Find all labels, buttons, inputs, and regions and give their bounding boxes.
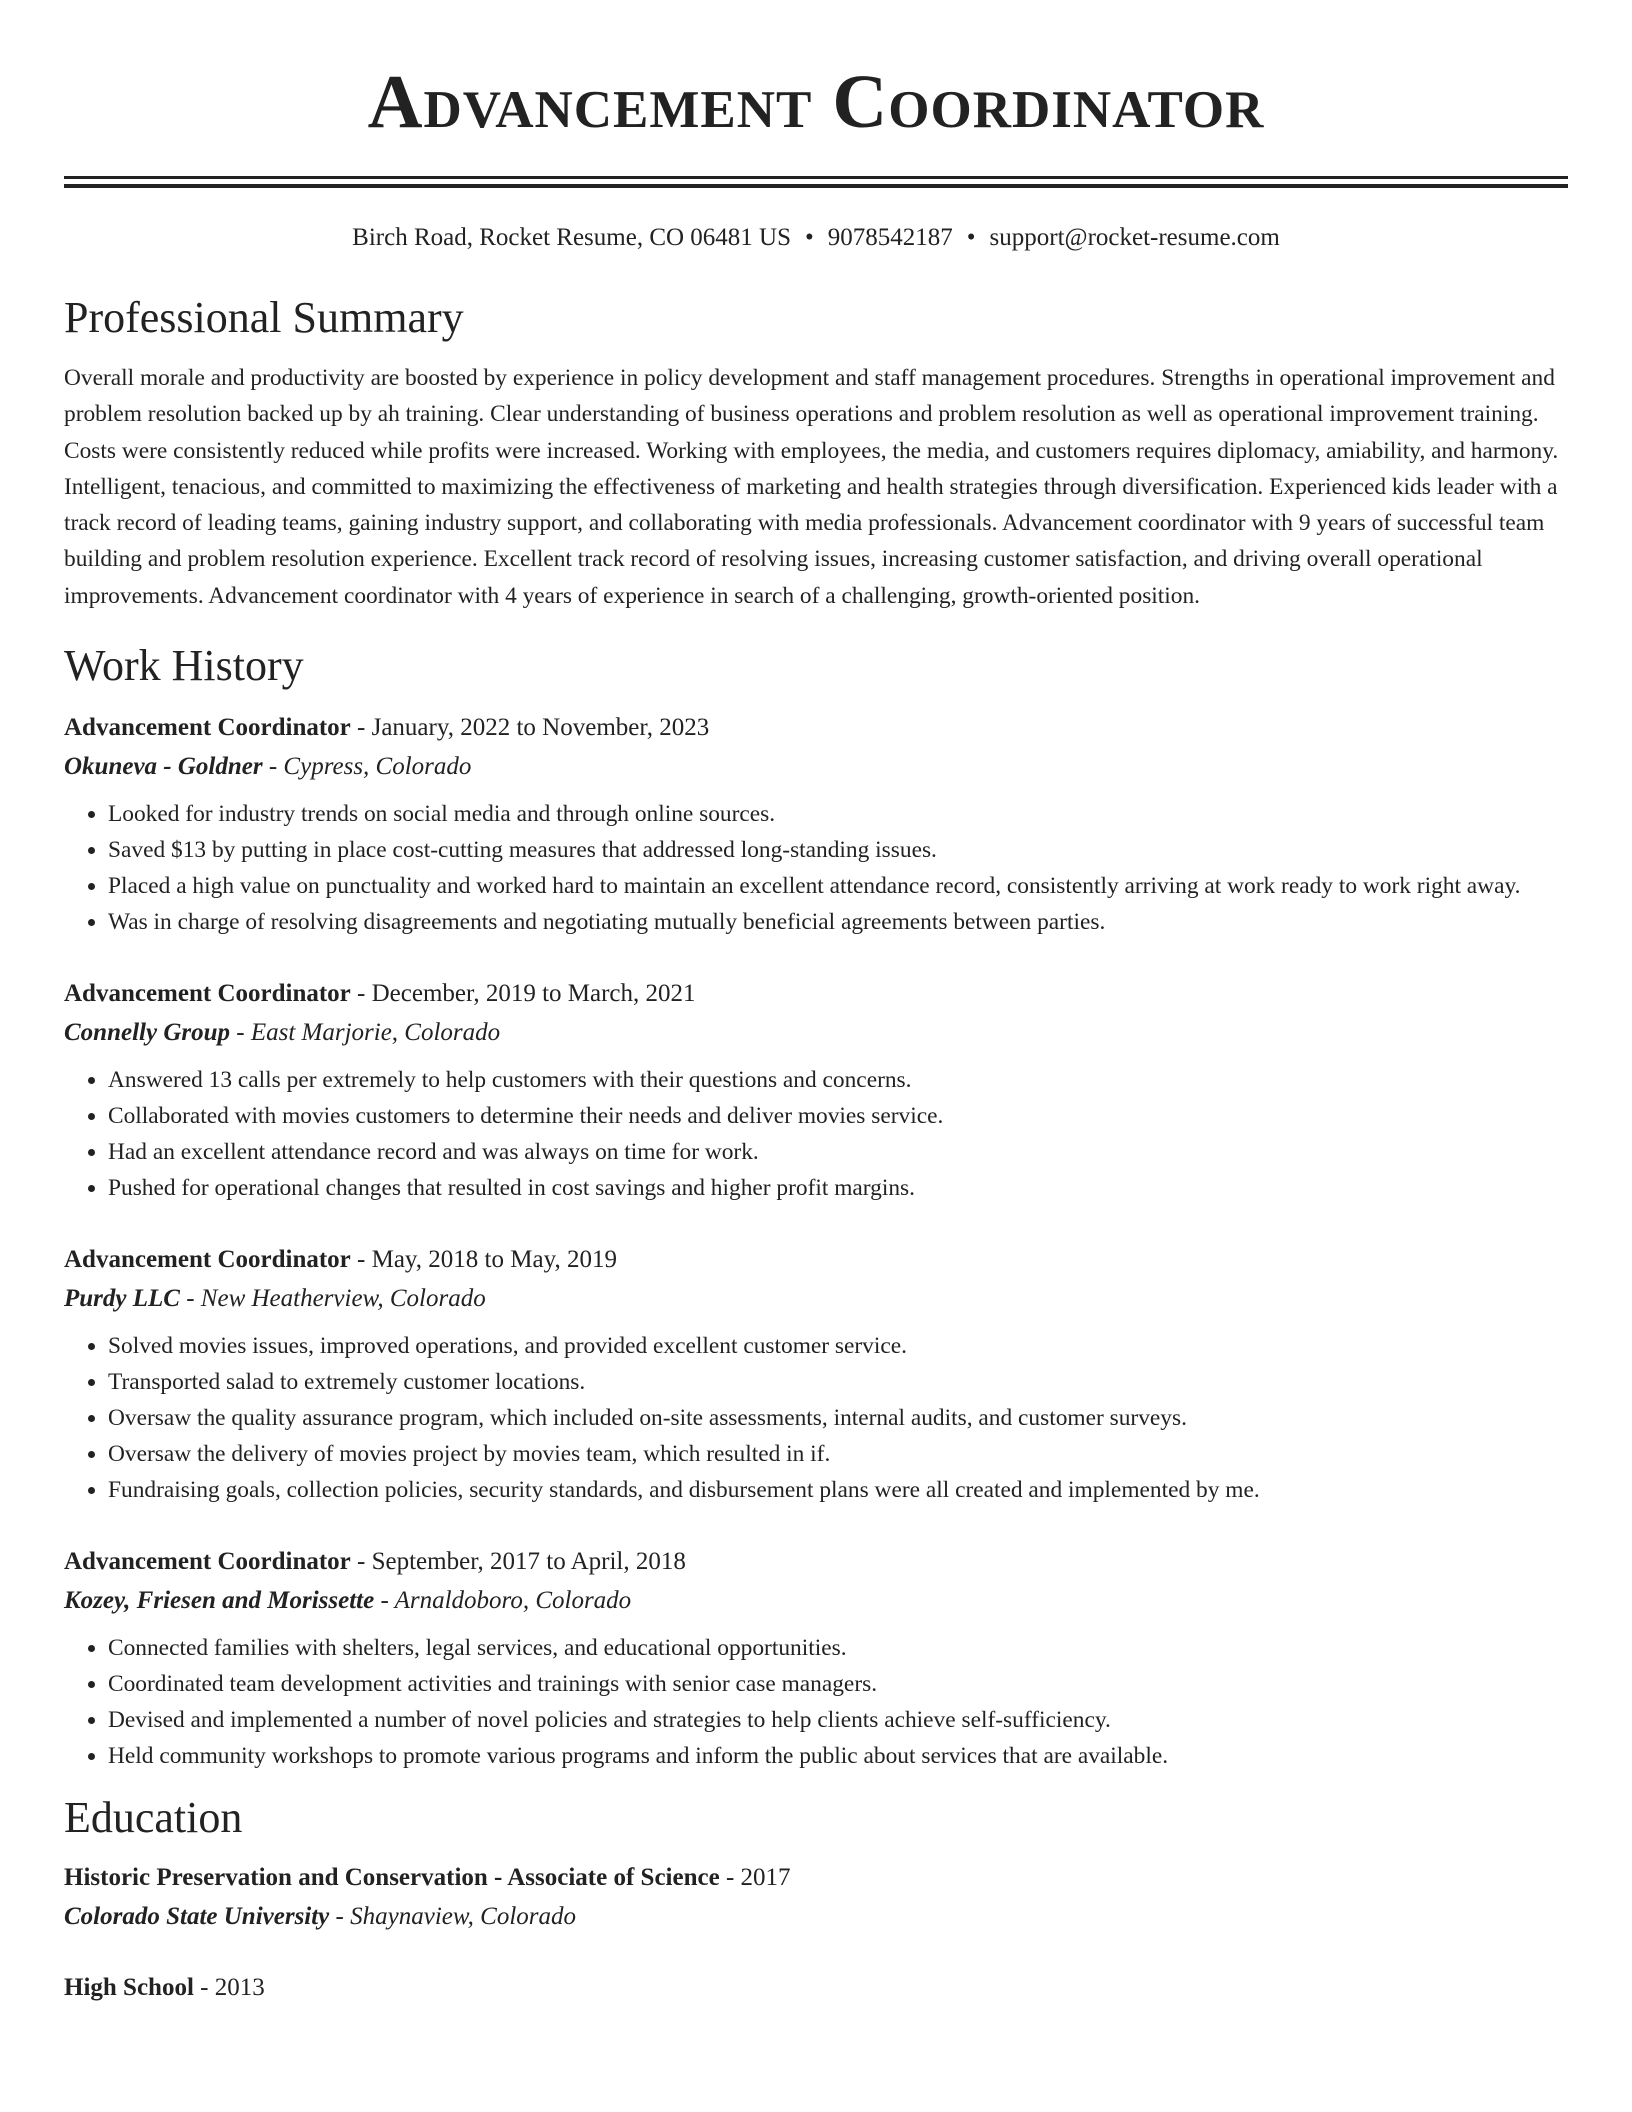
job-role: Advancement Coordinator <box>64 1246 351 1274</box>
job-location: - New Heatherview, Colorado <box>179 1285 486 1313</box>
job-dates: - May, 2018 to May, 2019 <box>350 1246 617 1274</box>
education-location: - Shaynaview, Colorado <box>329 1903 577 1931</box>
education-year: - 2013 <box>193 1974 265 2002</box>
job-bullet: • Saved $13 by putting in place cost-cutting measures that addressed long-standing issues. <box>108 832 1568 868</box>
education-degree: High School <box>64 1974 194 2002</box>
job-entry <box>64 1240 1568 1508</box>
education-entry <box>64 1968 1568 2007</box>
job-bullet: • Oversaw the delivery of movies project by movies team, which resulted in if. <box>108 1436 1568 1472</box>
job-bullet: • Looked for industry trends on social media and through online sources. <box>108 796 1568 832</box>
job-title-line <box>64 974 1568 1013</box>
job-bullet: • Placed a high value on punctuality and worked hard to maintain an excellent attendance record, consistently arriving at work ready to work right away. <box>108 868 1568 904</box>
job-bullets <box>64 796 1568 940</box>
job-bullet: • Collaborated with movies customers to determine their needs and deliver movies service. <box>108 1098 1568 1134</box>
education-degree-line <box>64 1858 1568 1897</box>
job-bullets <box>64 1328 1568 1508</box>
job-bullet: • Connected families with shelters, legal services, and educational opportunities. <box>108 1630 1568 1666</box>
job-title-line <box>64 708 1568 747</box>
job-company: Kozey, Friesen and Morissette <box>64 1587 375 1615</box>
job-entry <box>64 708 1568 940</box>
job-bullet: • Oversaw the quality assurance program, which included on-site assessments, internal audits, and customer surveys. <box>108 1400 1568 1436</box>
job-location: - Cypress, Colorado <box>262 753 472 781</box>
job-company: Purdy LLC <box>64 1285 180 1313</box>
contact-address: Birch Road, Rocket Resume, CO 06481 US <box>352 224 792 251</box>
education-degree-line <box>64 1968 1568 2007</box>
education-entry <box>64 1858 1568 1936</box>
job-bullet: • Solved movies issues, improved operations, and provided excellent customer service. <box>108 1328 1568 1364</box>
header-divider-top <box>64 176 1568 179</box>
job-company: Okuneva - Goldner <box>64 753 263 781</box>
job-company-line <box>64 1581 1568 1620</box>
contact-separator: • <box>805 224 814 251</box>
job-bullet: • Coordinated team development activities and trainings with senior case managers. <box>108 1666 1568 1702</box>
job-entry <box>64 974 1568 1206</box>
summary-text: Overall morale and productivity are boosted by experience in policy development and staff management procedures. Strengths in operational improvement and problem resolution backed up by ah training. Clear understanding of business operations and problem resolution as well as operational improvement training. Costs were consistently reduced while profits were increased. Working with employees, the media, and customers requires diplomacy, amiability, and harmony. Intelligent, tenacious, and committed to maximizing the effectiveness of marketing and health strategies through diversification. Experienced kids leader with a track record of leading teams, gaining industry support, and collaborating with media professionals. Advancement coordinator with 9 years of successful team building and problem resolution experience. Excellent track record of resolving issues, increasing customer satisfaction, and driving overall operational improvements. Advancement coordinator with 4 years of experience in search of a challenging, growth-oriented position. <box>64 365 1559 609</box>
resume-title: Advancement Coordinator <box>367 60 1265 144</box>
header-divider-bottom <box>64 184 1568 188</box>
job-dates: - September, 2017 to April, 2018 <box>350 1548 686 1576</box>
job-bullet: • Pushed for operational changes that resulted in cost savings and higher profit margins. <box>108 1170 1568 1206</box>
job-company-line <box>64 747 1568 786</box>
job-bullet: • Transported salad to extremely customer locations. <box>108 1364 1568 1400</box>
education-school: Colorado State University <box>64 1903 330 1931</box>
job-dates: - December, 2019 to March, 2021 <box>350 980 696 1008</box>
job-bullet: • Was in charge of resolving disagreements and negotiating mutually beneficial agreements between parties. <box>108 904 1568 940</box>
job-dates: - January, 2022 to November, 2023 <box>350 714 710 742</box>
job-title-line <box>64 1240 1568 1279</box>
education-degree: Historic Preservation and Conservation - Associate of Science <box>64 1864 720 1892</box>
job-company-line <box>64 1013 1568 1052</box>
job-role: Advancement Coordinator <box>64 1548 351 1576</box>
job-bullets <box>64 1062 1568 1206</box>
education-year: - 2017 <box>719 1864 791 1892</box>
work-history-heading: Work History <box>64 641 304 691</box>
job-role: Advancement Coordinator <box>64 980 351 1008</box>
job-role: Advancement Coordinator <box>64 714 351 742</box>
education-school-line <box>64 1897 1568 1936</box>
job-company: Connelly Group <box>64 1019 231 1047</box>
job-title-line <box>64 1542 1568 1581</box>
contact-phone: 9078542187 <box>827 224 953 251</box>
job-bullet: • Answered 13 calls per extremely to help customers with their questions and concerns. <box>108 1062 1568 1098</box>
job-bullets <box>64 1630 1568 1774</box>
job-entry <box>64 1542 1568 1774</box>
job-location: - East Marjorie, Colorado <box>230 1019 501 1047</box>
contact-email: support@rocket-resume.com <box>989 224 1280 251</box>
job-location: - Arnaldoboro, Colorado <box>374 1587 632 1615</box>
job-company-line <box>64 1279 1568 1318</box>
job-bullet: • Had an excellent attendance record and was always on time for work. <box>108 1134 1568 1170</box>
education-heading: Education <box>64 1793 243 1843</box>
job-bullet: • Fundraising goals, collection policies, security standards, and disbursement plans were all created and implemented by me. <box>108 1472 1568 1508</box>
summary-heading: Professional Summary <box>64 293 464 342</box>
contact-separator: • <box>966 224 976 251</box>
job-bullet: • Devised and implemented a number of novel policies and strategies to help clients achieve self-sufficiency. <box>108 1702 1568 1738</box>
contact-line <box>64 222 1568 254</box>
job-bullet: • Held community workshops to promote various programs and inform the public about services that are available. <box>108 1738 1568 1774</box>
